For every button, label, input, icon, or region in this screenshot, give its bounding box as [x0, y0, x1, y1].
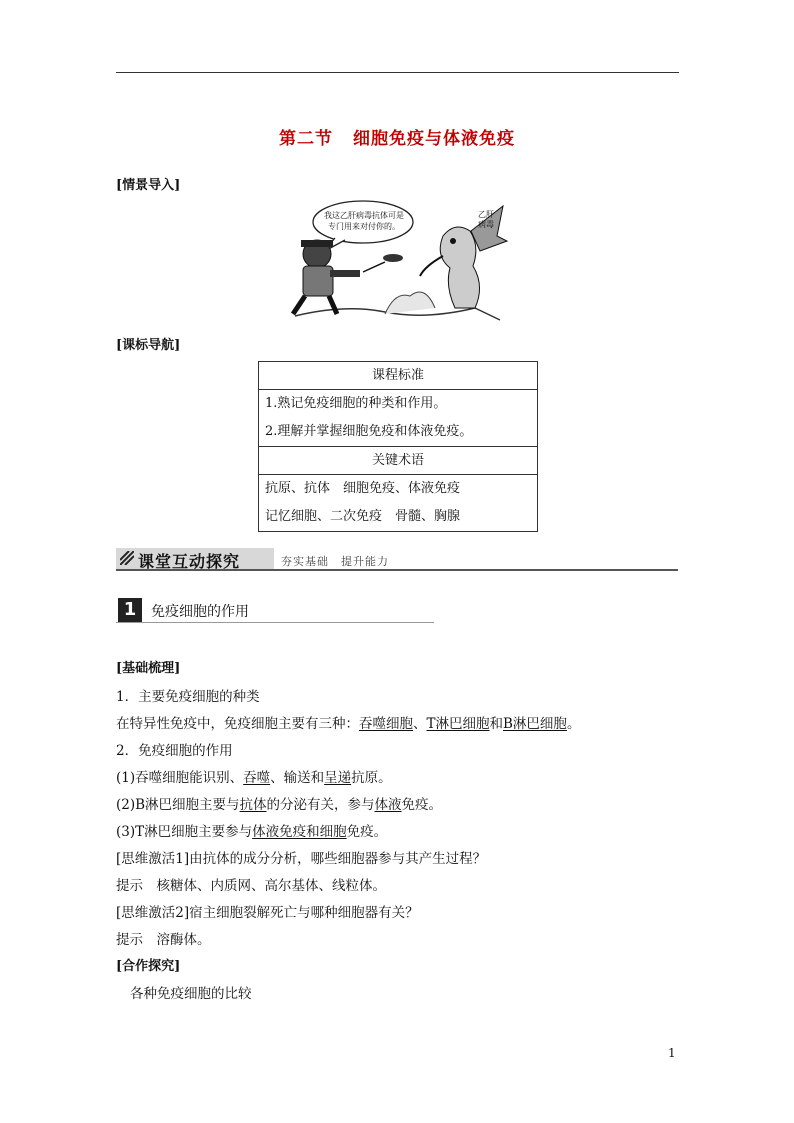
answer-blank: 吞噬: [243, 770, 271, 786]
table-header-terms: 关键术语: [259, 447, 538, 475]
table-goals-cell: [259, 390, 538, 447]
banner-subtitle: 夯实基础 提升能力: [281, 555, 389, 568]
answer-blank: T淋巴细胞: [426, 716, 490, 732]
goal-item: 1.熟记免疫细胞的种类和作用。: [265, 396, 447, 411]
page-number: 1: [668, 1046, 676, 1060]
nav-label: [课标导航]: [116, 338, 181, 353]
basics-label: [基础梳理]: [116, 661, 181, 676]
item1-text: 在特异性免疫中，免疫细胞主要有三种：吞噬细胞、T淋巴细胞和B淋巴细胞。: [116, 716, 581, 732]
table-terms-cell: [259, 475, 538, 532]
item2-point2: (2)B淋巴细胞主要与抗体的分泌有关，参与体液免疫。: [116, 797, 443, 813]
think2-question: [思维激活2]宿主细胞裂解死亡与哪种细胞器有关？: [116, 905, 419, 921]
monster-label: 乙肝病毒: [478, 210, 494, 229]
answer-blank: B淋巴细胞: [503, 716, 567, 732]
table-header-standards: 课程标准: [259, 362, 538, 390]
section-rule: [116, 622, 434, 623]
item2-heading: 2．免疫细胞的作用: [116, 743, 233, 759]
answer-blank: 呈递: [324, 770, 352, 786]
header-rule: [116, 72, 679, 73]
cartoon-illustration: [275, 196, 510, 326]
answer-blank: 抗体: [239, 797, 267, 813]
item2-point3: (3)T淋巴细胞主要参与体液免疫和细胞免疫。: [116, 824, 388, 840]
coop-text: 各种免疫细胞的比较: [130, 986, 252, 1002]
think1-answer: 提示 核糖体、内质网、高尔基体、线粒体。: [116, 878, 386, 894]
section-number: 1: [118, 598, 142, 622]
term-line: 抗原、抗体 细胞免疫、体液免疫: [265, 481, 461, 496]
answer-blank: 吞噬细胞: [359, 716, 413, 732]
think1-question: [思维激活1]由抗体的成分分析，哪些细胞器参与其产生过程？: [116, 851, 487, 867]
goal-item: 2.理解并掌握细胞免疫和体液免疫。: [265, 424, 473, 439]
banner-title: 课堂互动探究: [138, 552, 241, 571]
item1-heading: 1．主要免疫细胞的种类: [116, 689, 260, 705]
term-line: 记忆细胞、二次免疫 骨髓、胸腺: [265, 509, 461, 524]
banner-stripes-icon: [120, 551, 134, 565]
answer-blank: 体液: [374, 797, 402, 813]
think2-answer: 提示 溶酶体。: [116, 932, 211, 948]
scene-label: [情景导入]: [116, 178, 181, 193]
section-title: 免疫细胞的作用: [151, 604, 249, 620]
coop-label: [合作探究]: [116, 959, 181, 974]
page-title: 第二节 细胞免疫与体液免疫: [279, 129, 515, 149]
standards-table: [258, 361, 538, 532]
item2-point1: (1)吞噬细胞能识别、吞噬、输送和呈递抗原。: [116, 770, 392, 786]
speech-bubble-text: 我这乙肝病毒抗体可是专门用来对付你的。: [324, 211, 404, 231]
answer-blank: 体液免疫和细胞: [252, 824, 347, 840]
